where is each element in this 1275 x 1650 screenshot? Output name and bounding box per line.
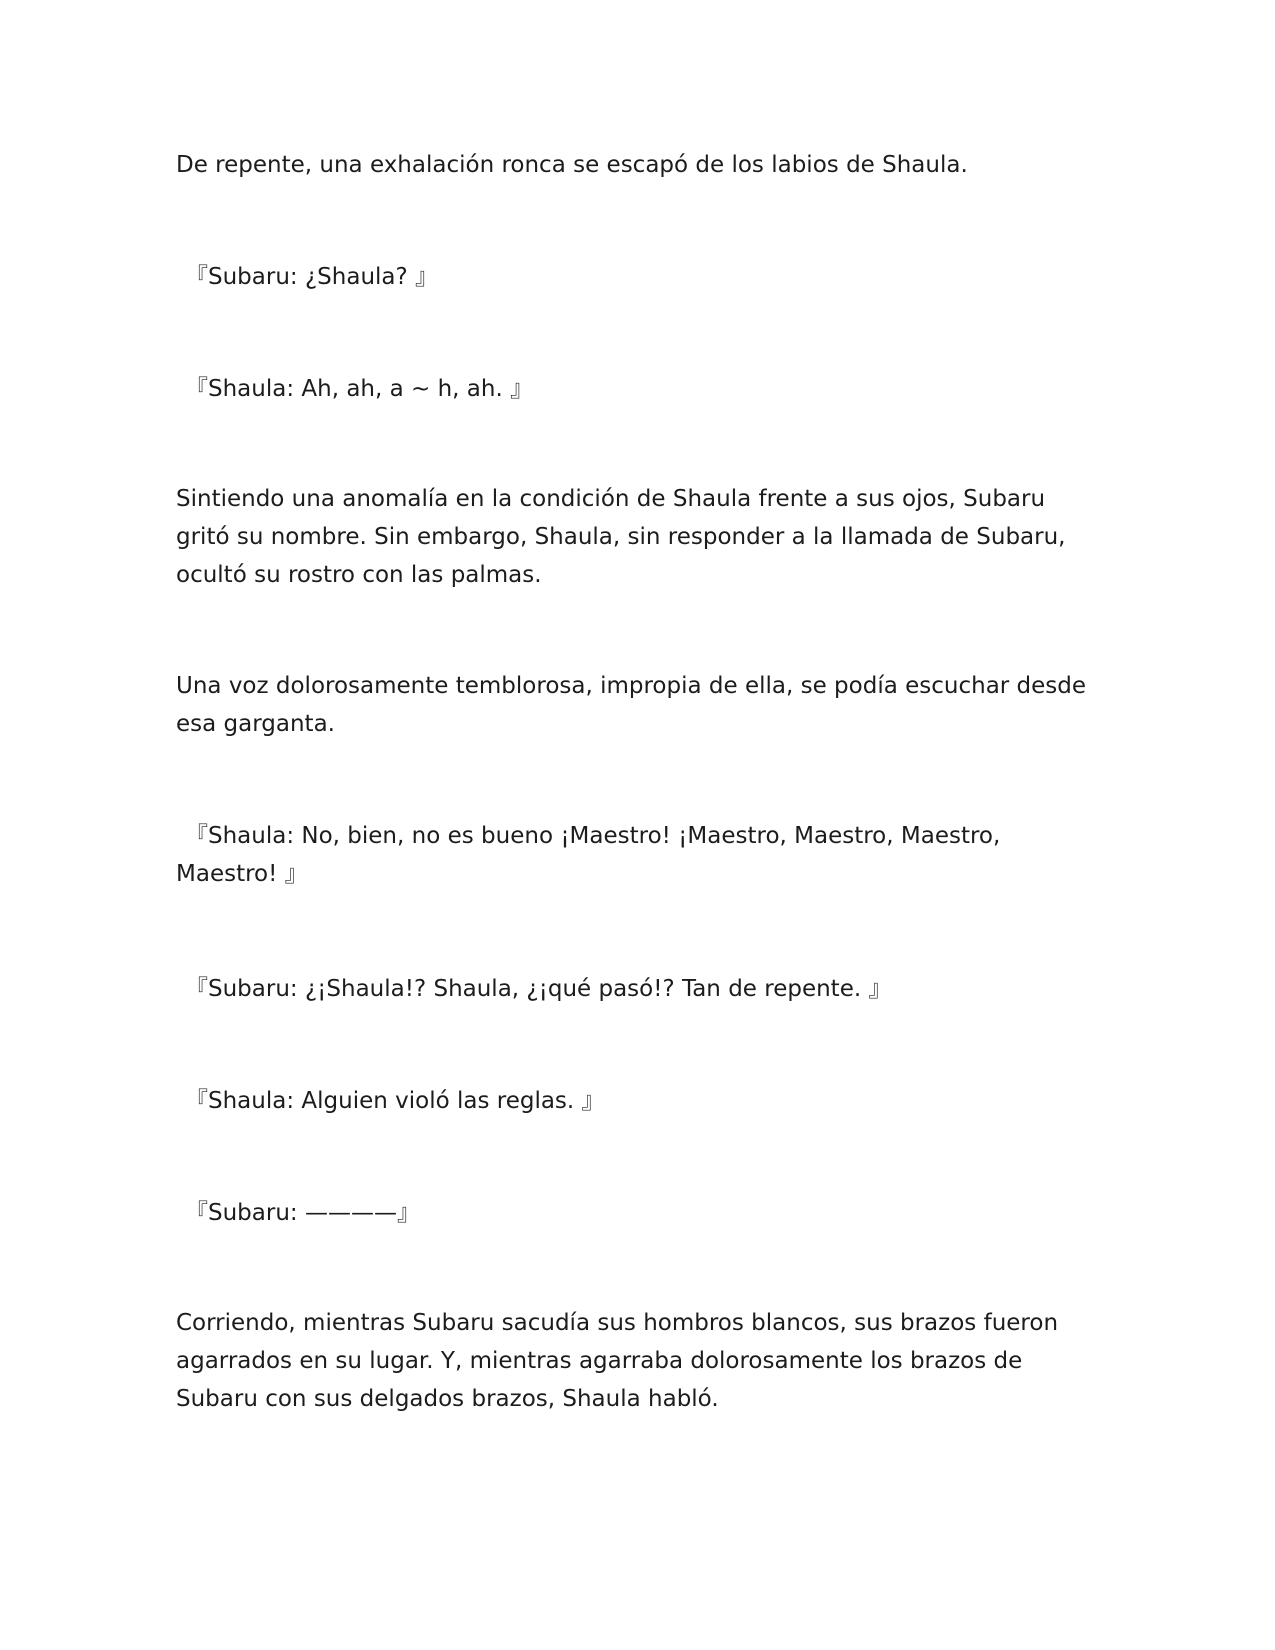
narration-paragraph-1: De repente, una exhalación ronca se escapó de los labios de Shaula. <box>176 152 968 178</box>
dialogue-line-4: 『Subaru: ¿¡Shaula!? Shaula, ¿¡qué pasó!? Tan de repente. 』 <box>185 976 892 1002</box>
narration-paragraph-3: Una voz dolorosamente temblorosa, impropia de ella, se podía escuchar desde esa garganta. <box>176 673 1087 737</box>
dialogue-line-3: 『Shaula: No, bien, no es bueno ¡Maestro! ¡Maestro, Maestro, Maestro, Maestro! 』 <box>176 823 1001 887</box>
narration-paragraph-4: Corriendo, mientras Subaru sacudía sus hombros blancos, sus brazos fueron agarrados en su lugar. Y, mientras agarraba dolorosamente los brazos de Subaru con sus delgados brazos, Shaula habló. <box>176 1310 1059 1412</box>
dialogue-line-5: 『Shaula: Alguien violó las reglas. 』 <box>185 1088 605 1114</box>
narration-paragraph-2: Sintiendo una anomalía en la condición de Shaula frente a sus ojos, Subaru gritó su nombre. Sin embargo, Shaula, sin responder a la llamada de Subaru, ocultó su rostro con las palmas. <box>176 486 1066 588</box>
dialogue-line-1: 『Subaru: ¿Shaula? 』 <box>185 264 439 290</box>
dialogue-line-6: 『Subaru: ————』 <box>185 1200 420 1226</box>
dialogue-line-2: 『Shaula: Ah, ah, a ~ h, ah. 』 <box>185 376 534 402</box>
